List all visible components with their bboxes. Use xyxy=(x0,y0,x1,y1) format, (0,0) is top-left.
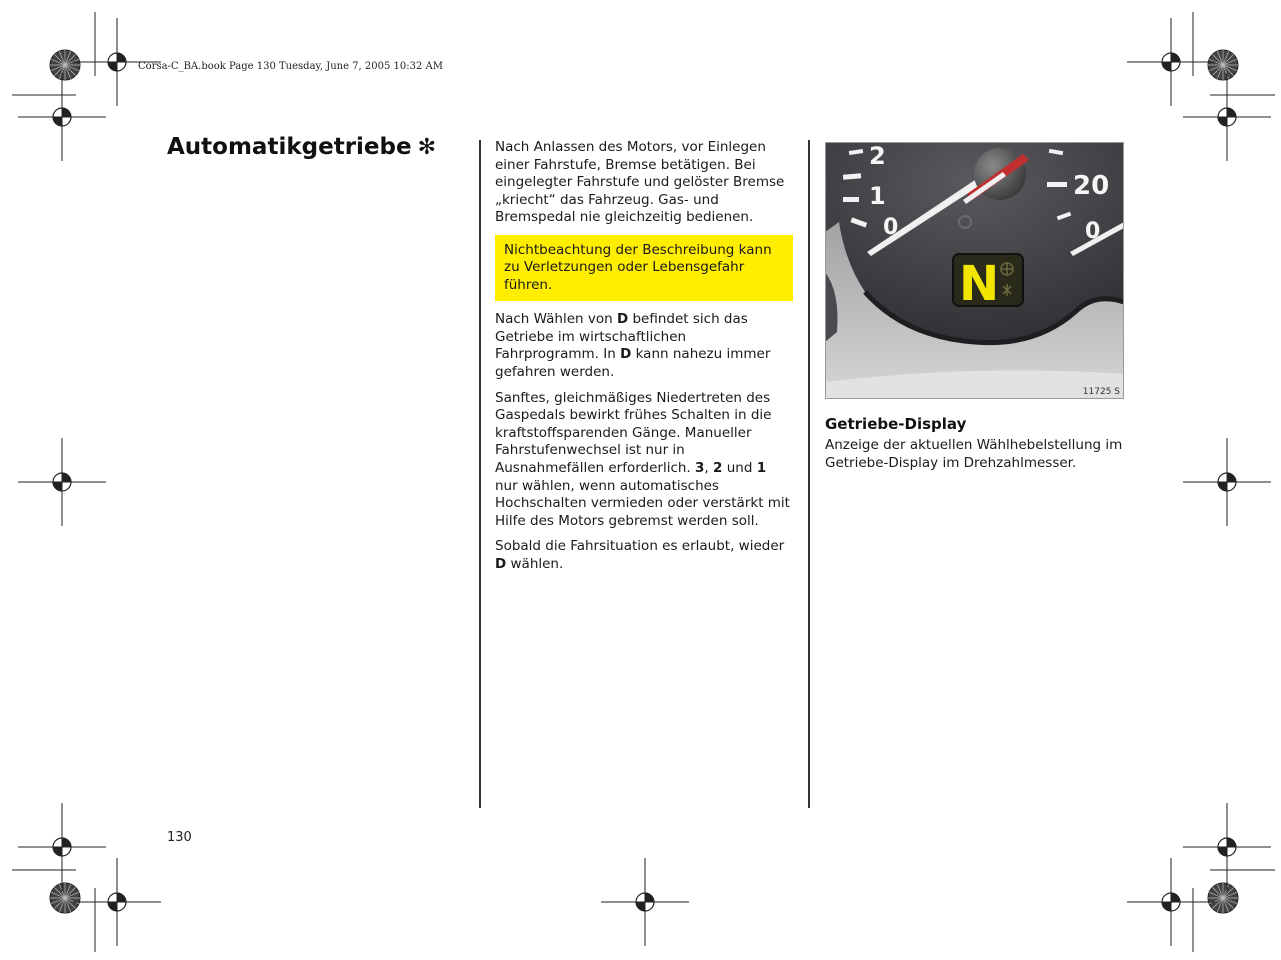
gear-label-2: 2 xyxy=(713,459,723,476)
text-run: Nach Wählen von xyxy=(495,311,617,328)
text-run: , xyxy=(704,459,714,476)
text-run: Sanftes, gleichmäßiges Niedertreten des Gaspedals bewirkt frühes Schalten in die kraftstoffsparenden Gänge. Manueller Fahrstufenwechsel ist nur in Ausnahmefällen erforderlich. xyxy=(495,389,772,476)
paragraph-start-procedure: Nach Anlassen des Motors, vor Einlegen einer Fahrstufe, Bremse betätigen. Bei eingelegter Fahrstufe und gelöster Bremse „kriecht“ das Fahrzeug. Gas- und Bremspedal nie gleichzeitig bedienen. xyxy=(495,139,785,226)
warning-box: Nichtbeachtung der Beschreibung kann zu Verletzungen oder Lebensgefahr führen. xyxy=(495,235,793,301)
print-header: Corsa-C_BA.book Page 130 Tuesday, June 7, 2005 10:32 AM xyxy=(138,61,444,72)
gauge-label: 2 xyxy=(869,142,886,170)
text-run: kann nahezu immer gefahren werden. xyxy=(495,346,771,380)
column-divider-right xyxy=(808,140,810,808)
page-number: 130 xyxy=(167,830,192,845)
figure-caption-text: Anzeige der aktuellen Wählhebelstellung im Getriebe-Display im Drehzahlmesser. xyxy=(825,436,1123,471)
middle-column xyxy=(495,139,793,582)
gear-label-d: D xyxy=(620,346,632,363)
text-run: wählen. xyxy=(506,555,564,572)
asterisk-symbol-icon: ✻ xyxy=(417,135,437,160)
gauge-label: 0 xyxy=(883,215,899,240)
instrument-cluster-figure xyxy=(825,142,1124,399)
paragraph-manual-shift xyxy=(495,390,793,531)
gear-label-3: 3 xyxy=(695,459,705,476)
figure-code: 11725 S xyxy=(1082,387,1120,397)
section-title xyxy=(167,134,436,160)
gauge-label: 1 xyxy=(869,182,886,210)
text-run: Sobald die Fahrsituation es erlaubt, wieder xyxy=(495,538,785,555)
paragraph-return-to-d xyxy=(495,538,793,573)
gear-display-letter: N xyxy=(959,256,1000,312)
figure-caption-heading: Getriebe-Display xyxy=(825,415,967,433)
text-run: und xyxy=(722,459,757,476)
text-run: nur wählen, wenn automatisches Hochschalten vermieden oder verstärkt mit Hilfe des Motors gebremst werden soll. xyxy=(495,477,790,529)
paragraph-drive-mode xyxy=(495,311,793,381)
gear-label-d: D xyxy=(616,311,629,328)
column-divider-left xyxy=(479,140,481,808)
gauge-label: 20 xyxy=(1073,171,1110,201)
figure-border xyxy=(825,142,1124,399)
right-column xyxy=(825,415,1123,473)
gauge-label: 0 xyxy=(1085,219,1101,244)
gear-label-d: D xyxy=(495,555,507,572)
text-run: befindet sich das Getriebe im wirtschaftlichen Fahrprogramm. In xyxy=(495,311,748,363)
gear-label-1: 1 xyxy=(756,459,767,476)
section-title-text: Automatikgetriebe xyxy=(167,134,412,160)
